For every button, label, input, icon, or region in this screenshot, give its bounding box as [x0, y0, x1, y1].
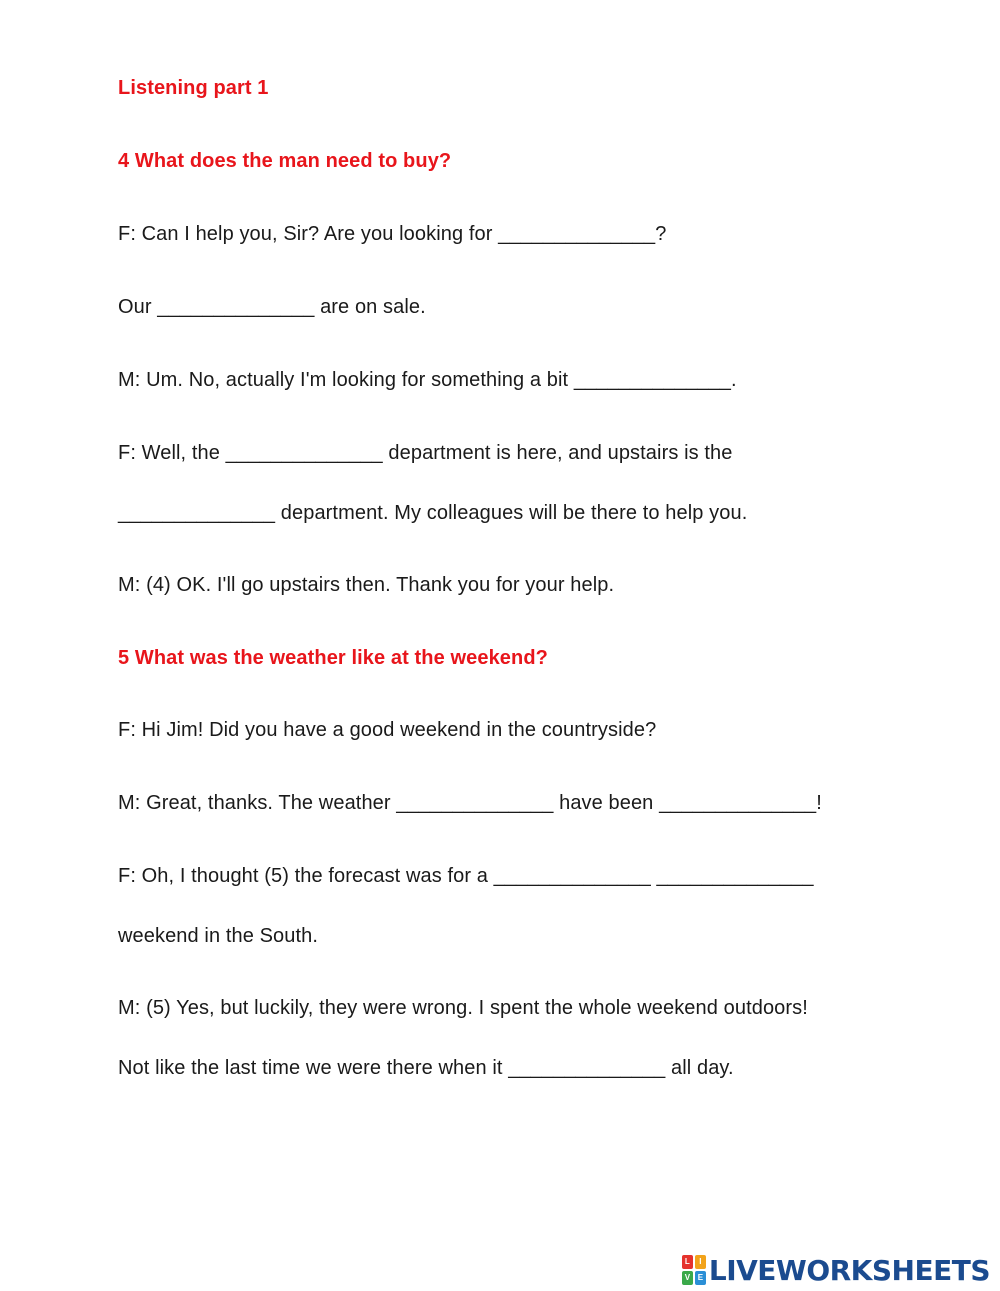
- dialogue-line: M: (5) Yes, but luckily, they were wrong. I spent the whole weekend outdoors!: [118, 997, 808, 1019]
- dialogue-line: M: (4) OK. I'll go upstairs then. Thank you for your help.: [118, 574, 615, 596]
- question-4-heading: 4 What does the man need to buy?: [118, 150, 452, 172]
- dialogue-line: F: Hi Jim! Did you have a good weekend in the countryside?: [118, 719, 657, 741]
- brand-name: LIVEWORKSHEETS: [708, 1253, 990, 1287]
- liveworksheets-logo: [682, 1254, 990, 1286]
- brand-mark-tile: I: [695, 1255, 706, 1269]
- dialogue-line: F: Oh, I thought (5) the forecast was for a ______________ ______________: [118, 865, 814, 887]
- brand-mark-tile: E: [695, 1271, 706, 1285]
- dialogue-line: F: Can I help you, Sir? Are you looking for ______________?: [118, 223, 667, 245]
- dialogue-line: ______________ department. My colleagues will be there to help you.: [118, 502, 748, 524]
- dialogue-line: weekend in the South.: [118, 925, 319, 947]
- brand-mark-icon: [682, 1255, 706, 1285]
- dialogue-line: Our ______________ are on sale.: [118, 296, 426, 318]
- page-title: Listening part 1: [118, 77, 269, 99]
- brand-mark-tile: L: [682, 1255, 693, 1269]
- dialogue-line: Not like the last time we were there when it ______________ all day.: [118, 1057, 734, 1079]
- dialogue-line: M: Um. No, actually I'm looking for something a bit ______________.: [118, 369, 737, 391]
- dialogue-line: F: Well, the ______________ department is here, and upstairs is the: [118, 442, 733, 464]
- brand-mark-tile: V: [682, 1271, 693, 1285]
- dialogue-line: M: Great, thanks. The weather ______________ have been ______________!: [118, 792, 822, 814]
- question-5-heading: 5 What was the weather like at the weekend?: [118, 647, 548, 669]
